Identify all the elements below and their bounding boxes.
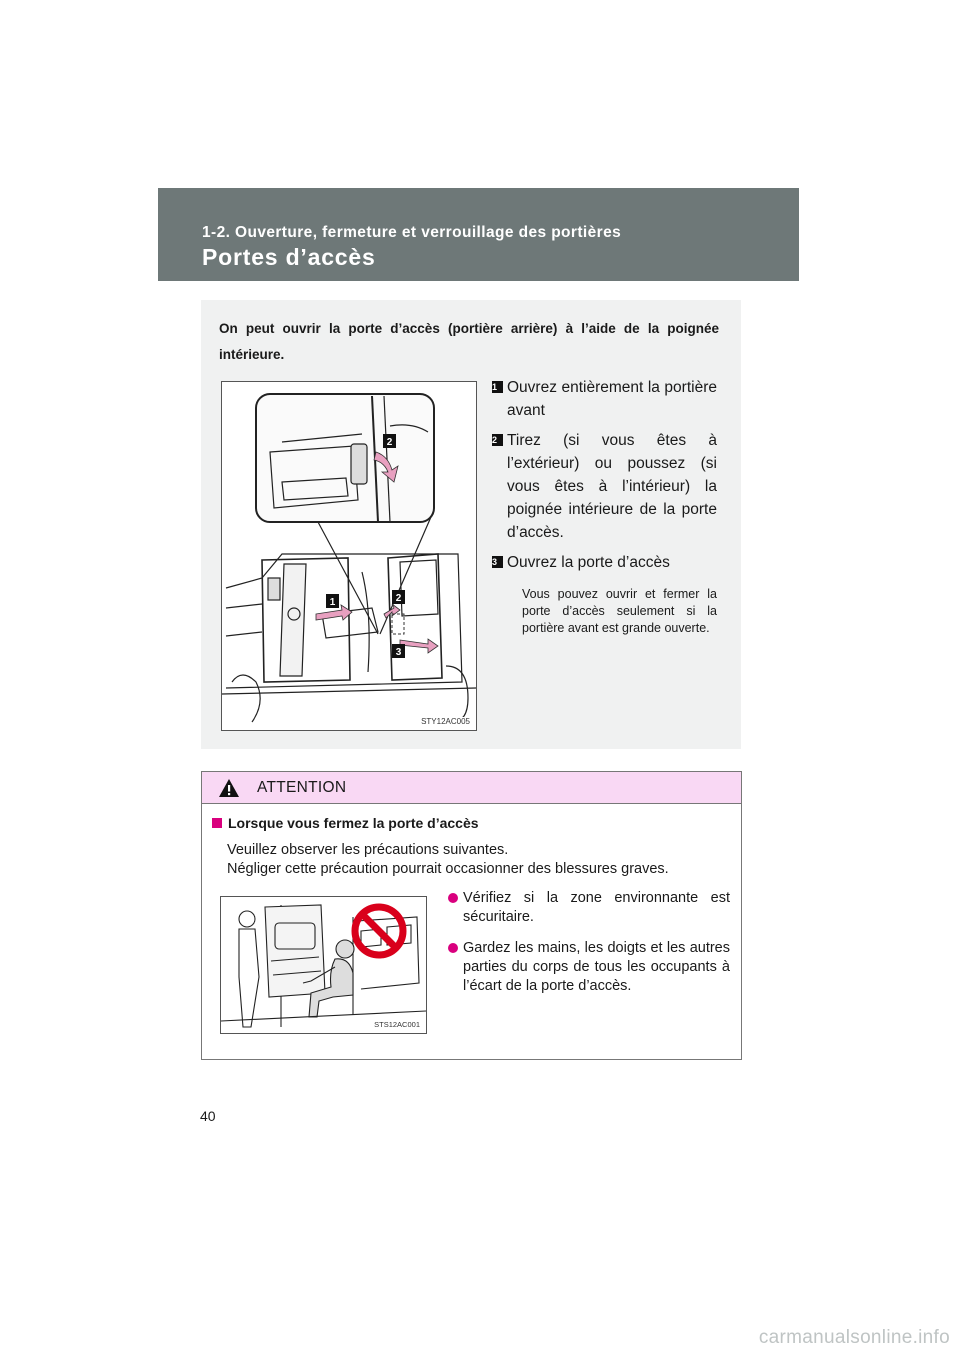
- step-number-badge: 2: [492, 434, 503, 446]
- attention-title: ATTENTION: [257, 779, 347, 796]
- bullet-text: Vérifiez si la zone environnante est sécuritaire.: [463, 890, 730, 925]
- attention-illustration: [220, 896, 427, 1034]
- step-note: Vous pouvez ouvrir et fermer la porte d’accès seulement si la portière avant est grande ouverte.: [522, 587, 717, 635]
- page-number: 40: [200, 1108, 216, 1124]
- step-text: Tirez (si vous êtes à l’extérieur) ou poussez (si vous êtes à l’intérieur) la poignée intérieure de la porte d’accès.: [507, 432, 717, 541]
- attention-bullets: [448, 889, 730, 1008]
- step-item: [492, 551, 717, 637]
- attention-body-line: Négliger cette précaution pourrait occasionner des blessures graves.: [227, 861, 669, 877]
- callout-2-inset: 2: [386, 437, 393, 448]
- step-number-badge: 3: [492, 556, 503, 568]
- attention-box: [201, 771, 742, 1060]
- attention-body-line: Veuillez observer les précautions suivantes.: [227, 842, 509, 858]
- step-text: Ouvrez la porte d’accès: [507, 554, 670, 571]
- figure-code: STS12AC001: [374, 1020, 420, 1029]
- door-diagram: [221, 381, 477, 731]
- callout-2: 2: [395, 593, 402, 604]
- round-bullet-icon: [448, 943, 458, 953]
- page-title: Portes d’accès: [202, 244, 376, 270]
- intro-text: On peut ouvrir la porte d’accès (portière arrière) à l’aide de la poignée intérieure.: [219, 321, 719, 362]
- attention-body: [227, 841, 727, 879]
- watermark: carmanualsonline.info: [758, 1327, 950, 1348]
- info-box: [201, 300, 741, 749]
- callout-1: 1: [329, 597, 336, 608]
- callout-3: 3: [395, 647, 402, 658]
- attention-subhead: [212, 815, 479, 831]
- list-item: [448, 889, 730, 927]
- square-bullet-icon: [212, 818, 222, 828]
- figure-code: STY12AC005: [421, 717, 470, 726]
- step-number-badge: 1: [492, 381, 503, 393]
- warning-triangle-icon: [218, 778, 240, 798]
- attention-subhead-text: Lorsque vous fermez la porte d’accès: [228, 815, 479, 831]
- section-header: [158, 188, 799, 281]
- section-label: 1-2. Ouverture, fermeture et verrouillage des portières: [202, 224, 622, 241]
- seat-occupant-illustration: [221, 897, 426, 1033]
- attention-header: [202, 772, 741, 804]
- bullet-text: Gardez les mains, les doigts et les autres parties du corps de tous les occupants à l’écart de la porte d’accès.: [463, 940, 730, 994]
- step-item: [492, 429, 717, 544]
- step-text: Ouvrez entièrement la portière avant: [507, 379, 717, 419]
- steps-list: [492, 376, 717, 644]
- list-item: [448, 939, 730, 996]
- round-bullet-icon: [448, 893, 458, 903]
- door-diagram-illustration: [222, 382, 476, 730]
- step-item: [492, 376, 717, 422]
